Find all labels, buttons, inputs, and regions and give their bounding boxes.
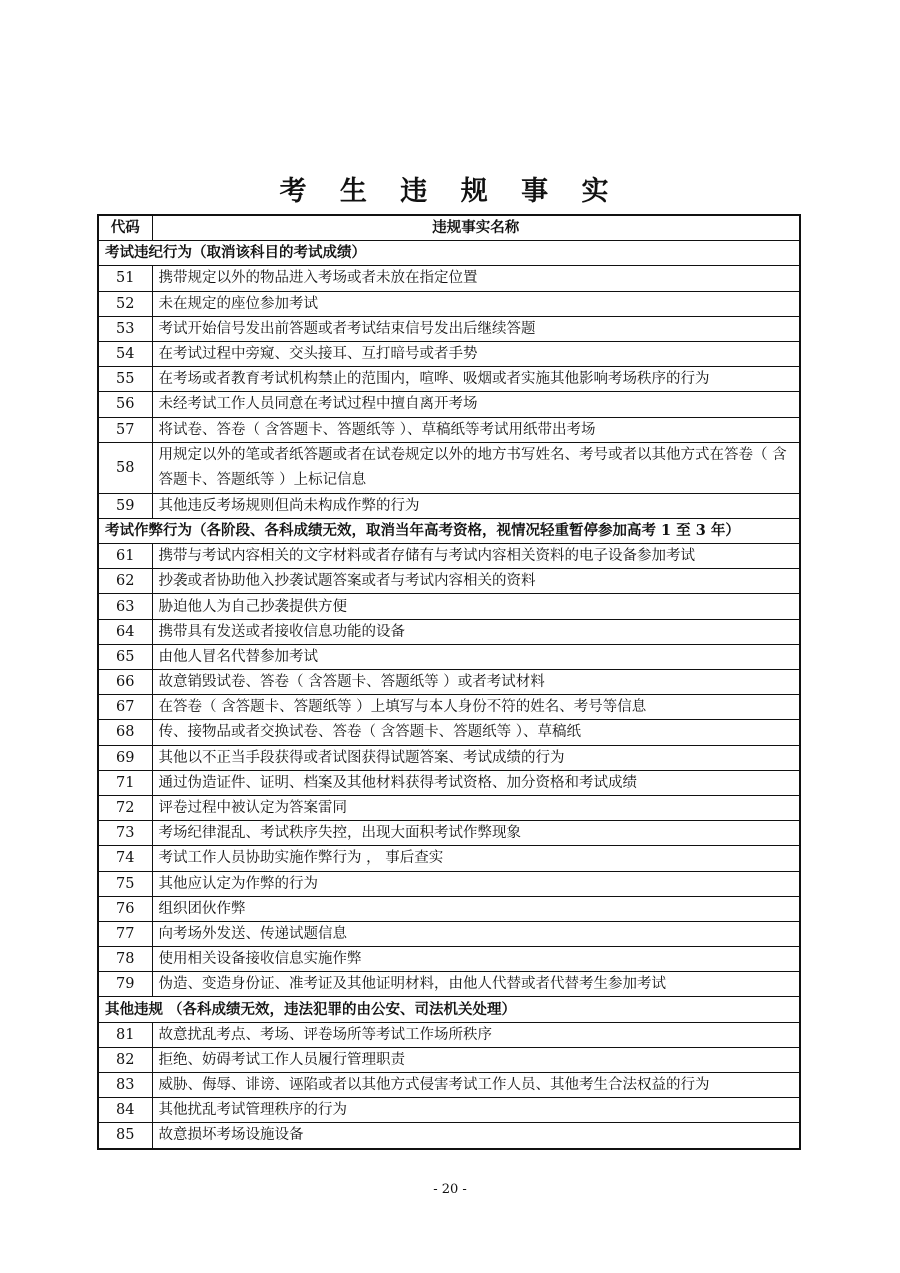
violation-code: 57 (98, 417, 152, 442)
violation-code: 84 (98, 1098, 152, 1123)
section-heading-row (98, 241, 800, 266)
violation-code: 71 (98, 770, 152, 795)
violation-code: 66 (98, 670, 152, 695)
table-row (98, 644, 800, 669)
violation-code: 75 (98, 871, 152, 896)
page-number: - 20 - (433, 1182, 467, 1197)
table-row (98, 1073, 800, 1098)
violation-name: 未经考试工作人员同意在考试过程中擅自离开考场 (152, 392, 800, 417)
violation-code: 78 (98, 947, 152, 972)
violation-name: 其他以不正当手段获得或者试图获得试题答案、考试成绩的行为 (152, 745, 800, 770)
table-row (98, 442, 800, 493)
table-row (98, 1123, 800, 1149)
page-title: 考 生 违 规 事 实 (279, 176, 621, 207)
violation-name: 向考场外发送、传递试题信息 (152, 921, 800, 946)
table-row (98, 770, 800, 795)
table-row (98, 341, 800, 366)
violation-name: 携带具有发送或者接收信息功能的设备 (152, 619, 800, 644)
violation-name: 考试工作人员协助实施作弊行为 ， 事后查实 (152, 846, 800, 871)
violation-name: 其他违反考场规则但尚未构成作弊的行为 (152, 493, 800, 518)
column-header-code: 代码 (98, 215, 152, 241)
table-row (98, 417, 800, 442)
violation-code: 54 (98, 341, 152, 366)
table-row (98, 745, 800, 770)
violation-name: 其他应认定为作弊的行为 (152, 871, 800, 896)
section-heading-row (98, 518, 800, 543)
violation-code: 72 (98, 795, 152, 820)
violation-name: 携带与考试内容相关的文字材料或者存储有与考试内容相关资料的电子设备参加考试 (152, 544, 800, 569)
violations-table (97, 214, 801, 1150)
table-row (98, 291, 800, 316)
table-row (98, 544, 800, 569)
violation-code: 65 (98, 644, 152, 669)
table-row (98, 795, 800, 820)
table-row (98, 821, 800, 846)
violation-code: 81 (98, 1022, 152, 1047)
violation-code: 69 (98, 745, 152, 770)
violation-code: 76 (98, 896, 152, 921)
table-row (98, 720, 800, 745)
section-heading-row (98, 997, 800, 1022)
violation-name: 使用相关设备接收信息实施作弊 (152, 947, 800, 972)
violation-code: 56 (98, 392, 152, 417)
violation-code: 85 (98, 1123, 152, 1149)
violation-code: 82 (98, 1047, 152, 1072)
violation-name: 伪造、变造身份证、准考证及其他证明材料，由他人代替或者代替考生参加考试 (152, 972, 800, 997)
table-row (98, 316, 800, 341)
table-row (98, 1047, 800, 1072)
violation-code: 53 (98, 316, 152, 341)
violation-name: 故意销毁试卷、答卷（ 含答题卡、答题纸等 ）或者考试材料 (152, 670, 800, 695)
violation-name: 通过伪造证件、证明、档案及其他材料获得考试资格、加分资格和考试成绩 (152, 770, 800, 795)
violation-code: 55 (98, 367, 152, 392)
violation-code: 51 (98, 266, 152, 291)
violation-name: 组织团伙作弊 (152, 896, 800, 921)
table-header-row (98, 215, 800, 241)
violation-name: 胁迫他人为自己抄袭提供方便 (152, 594, 800, 619)
table-row (98, 594, 800, 619)
table-row (98, 871, 800, 896)
table-row (98, 921, 800, 946)
violation-name: 传、接物品或者交换试卷、答卷（ 含答题卡、答题纸等 ）、草稿纸 (152, 720, 800, 745)
violation-name: 将试卷、答卷（ 含答题卡、答题纸等 ）、草稿纸等考试用纸带出考场 (152, 417, 800, 442)
violation-code: 52 (98, 291, 152, 316)
violation-code: 62 (98, 569, 152, 594)
section-heading: 考试作弊行为（各阶段、各科成绩无效，取消当年高考资格，视情况轻重暂停参加高考 1 至 3 年） (98, 518, 800, 543)
violation-code: 74 (98, 846, 152, 871)
violation-name: 携带规定以外的物品进入考场或者未放在指定位置 (152, 266, 800, 291)
table-row (98, 1098, 800, 1123)
violation-code: 64 (98, 619, 152, 644)
violation-name: 拒绝、妨碍考试工作人员履行管理职责 (152, 1047, 800, 1072)
violation-code: 58 (98, 442, 152, 493)
table-row (98, 493, 800, 518)
violation-code: 73 (98, 821, 152, 846)
table-row (98, 619, 800, 644)
table-row (98, 266, 800, 291)
violation-code: 83 (98, 1073, 152, 1098)
section-heading: 其他违规 （各科成绩无效，违法犯罪的由公安、司法机关处理） (98, 997, 800, 1022)
violation-code: 59 (98, 493, 152, 518)
violation-code: 79 (98, 972, 152, 997)
violation-name: 评卷过程中被认定为答案雷同 (152, 795, 800, 820)
table-row (98, 367, 800, 392)
violation-name: 故意损坏考场设施设备 (152, 1123, 800, 1149)
violation-code: 68 (98, 720, 152, 745)
violation-code: 61 (98, 544, 152, 569)
violation-name: 威胁、侮辱、诽谤、诬陷或者以其他方式侵害考试工作人员、其他考生合法权益的行为 (152, 1073, 800, 1098)
table-row (98, 695, 800, 720)
violation-name: 故意扰乱考点、考场、评卷场所等考试工作场所秩序 (152, 1022, 800, 1047)
violation-name: 在考试过程中旁窥、交头接耳、互打暗号或者手势 (152, 341, 800, 366)
table-row (98, 947, 800, 972)
violation-name: 未在规定的座位参加考试 (152, 291, 800, 316)
table-row (98, 392, 800, 417)
table-row (98, 670, 800, 695)
violation-name: 考场纪律混乱、考试秩序失控，出现大面积考试作弊现象 (152, 821, 800, 846)
column-header-name: 违规事实名称 (152, 215, 800, 241)
section-heading: 考试违纪行为（取消该科目的考试成绩） (98, 241, 800, 266)
table-row (98, 846, 800, 871)
violation-name: 抄袭或者协助他入抄袭试题答案或者与考试内容相关的资料 (152, 569, 800, 594)
violation-name: 其他扰乱考试管理秩序的行为 (152, 1098, 800, 1123)
table-row (98, 1022, 800, 1047)
violation-name: 用规定以外的笔或者纸答题或者在试卷规定以外的地方书写姓名、考号或者以其他方式在答卷（ 含答题卡、答题纸等 ）上标记信息 (152, 442, 800, 493)
violation-name: 由他人冒名代替参加考试 (152, 644, 800, 669)
violation-name: 考试开始信号发出前答题或者考试结束信号发出后继续答题 (152, 316, 800, 341)
table-body (98, 241, 800, 1149)
table-row (98, 972, 800, 997)
table-row (98, 896, 800, 921)
violation-code: 67 (98, 695, 152, 720)
table-row (98, 569, 800, 594)
violation-code: 63 (98, 594, 152, 619)
violation-name: 在考场或者教育考试机构禁止的范围内，喧哗、吸烟或者实施其他影响考场秩序的行为 (152, 367, 800, 392)
violation-name: 在答卷（ 含答题卡、答题纸等 ）上填写与本人身份不符的姓名、考号等信息 (152, 695, 800, 720)
violation-code: 77 (98, 921, 152, 946)
